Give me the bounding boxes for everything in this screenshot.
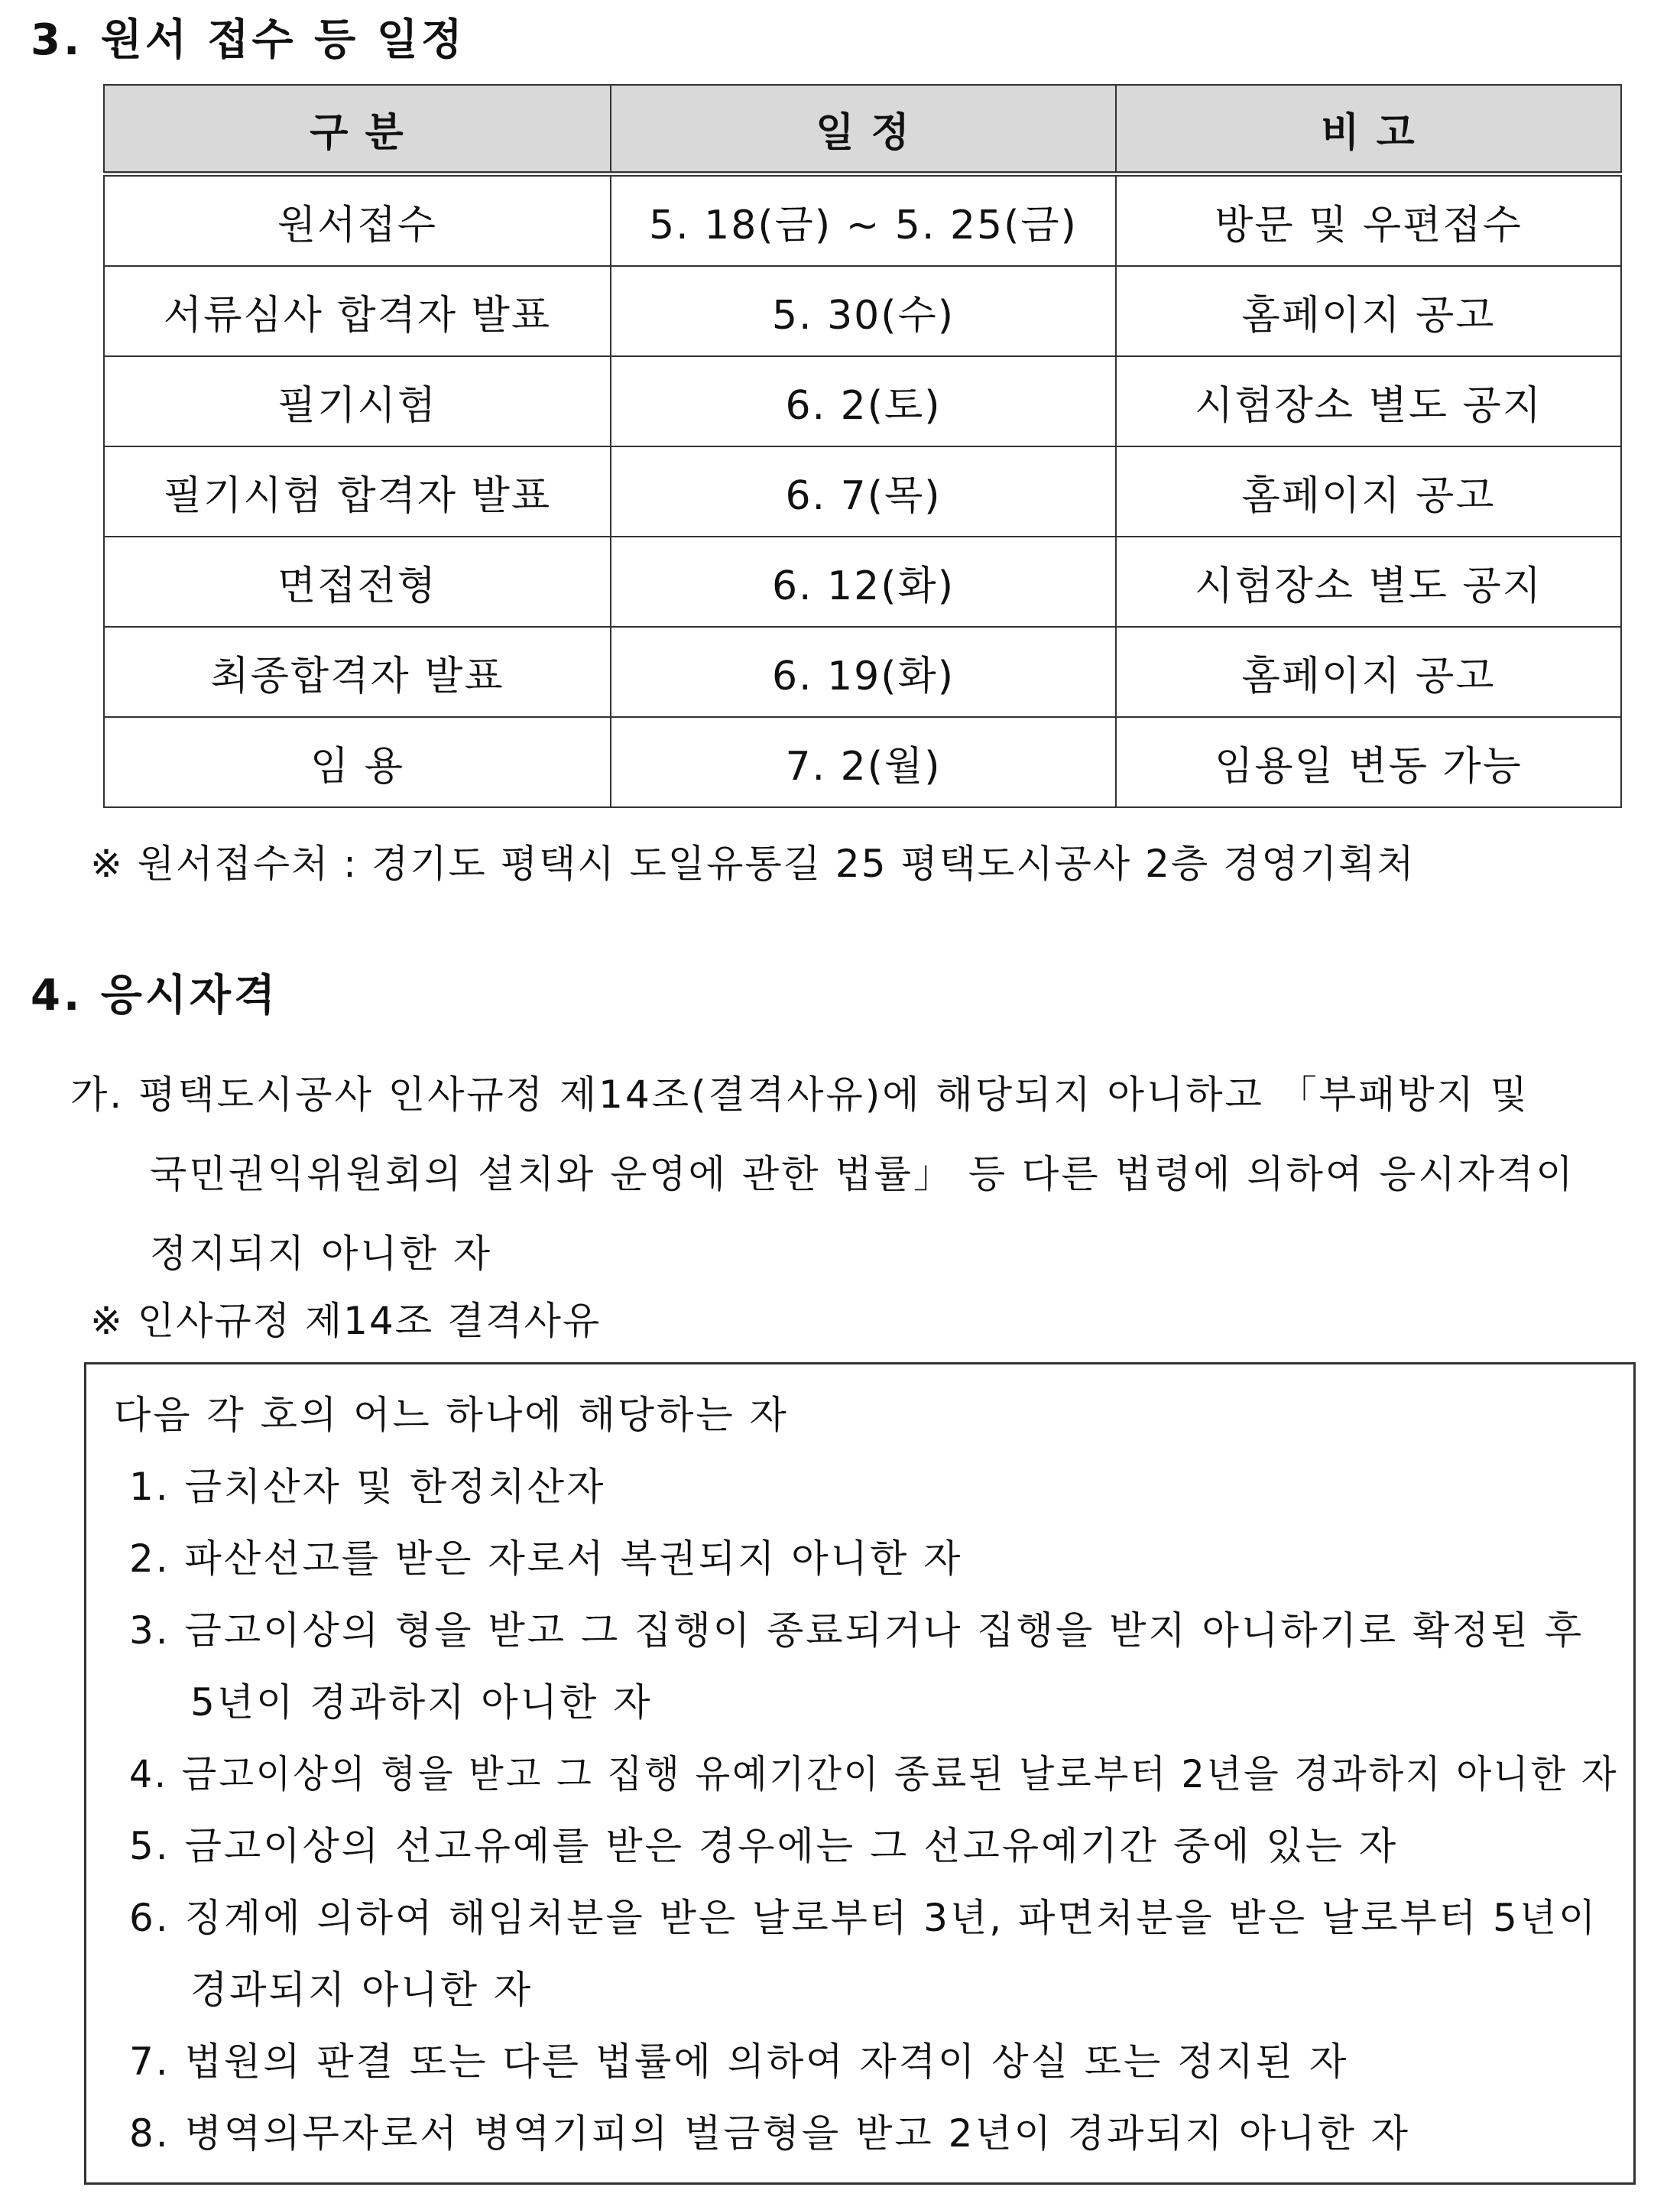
table-cell-schedule: 6. 12(화) [611,537,1116,627]
table-cell-category: 서류심사 합격자 발표 [104,266,611,356]
table-cell-remarks: 시험장소 별도 공지 [1116,537,1621,627]
table-cell-category: 최종합격자 발표 [104,627,611,717]
eligibility-paragraph-line: 가. 평택도시공사 인사규정 제14조(결격사유)에 해당되지 아니하고 「부패방지 및 [70,1072,1530,1117]
table-cell-category: 면접전형 [104,537,611,627]
table-cell-schedule: 6. 2(토) [611,356,1116,446]
list-item-continuation: 경과되지 아니한 자 [190,1968,534,2012]
header-schedule: 일 정 [611,85,1116,174]
table-row [104,627,1621,717]
list-item: 8. 병역의무자로서 병역기피의 벌금형을 받고 2년이 경과되지 아니한 자 [129,2111,1411,2156]
list-item: 2. 파산선고를 받은 자로서 복권되지 아니한 자 [129,1536,963,1581]
table-cell-remarks: 홈페이지 공고 [1116,446,1621,537]
table-cell-schedule: 6. 7(목) [611,446,1116,537]
table-cell-schedule: 5. 18(금) ~ 5. 25(금) [611,174,1116,267]
list-item: 3. 금고이상의 형을 받고 그 집행이 종료되거나 집행을 받지 아니하기로 확정된 후 [129,1608,1584,1653]
eligibility-paragraph-line: 국민권익위원회의 설치와 운영에 관한 법률」 등 다른 법령에 의하여 응시자격이 [150,1152,1575,1196]
header-remarks: 비 고 [1116,85,1621,174]
disqualification-box [84,1362,1636,2185]
table-cell-schedule: 5. 30(수) [611,266,1116,356]
table-header-row [104,85,1621,174]
table-cell-remarks: 임용일 변동 가능 [1116,717,1621,807]
table-row [104,446,1621,537]
box-intro-line: 다음 각 호의 어느 하나에 해당하는 자 [114,1393,789,1437]
table-cell-category: 원서접수 [104,174,611,267]
table-cell-category: 필기시험 합격자 발표 [104,446,611,537]
table-row [104,537,1621,627]
section-4-title: 4. 응시자격 [31,971,279,1021]
list-item-continuation: 5년이 경과하지 아니한 자 [190,1680,653,1725]
list-item: 1. 금치산자 및 한정치산자 [129,1465,606,1509]
list-item: 4. 금고이상의 형을 받고 그 집행 유예기간이 종료된 날로부터 2년을 경과하지 아니한 자 [129,1752,1619,1796]
list-item: 5. 금고이상의 선고유예를 받은 경우에는 그 선고유예기간 중에 있는 자 [129,1824,1399,1868]
table-cell-remarks: 홈페이지 공고 [1116,627,1621,717]
table-cell-schedule: 7. 2(월) [611,717,1116,807]
table-cell-schedule: 6. 19(화) [611,627,1116,717]
table-row [104,356,1621,446]
list-item: 6. 징계에 의하여 해임처분을 받은 날로부터 3년, 파면처분을 받은 날로부터 5년이 [129,1896,1598,1940]
eligibility-paragraph-line: 정지되지 아니한 자 [150,1231,493,1276]
section-3-title: 3. 원서 접수 등 일정 [31,15,465,65]
table-row [104,174,1621,267]
table-row [104,717,1621,807]
table-cell-category: 필기시험 [104,356,611,446]
table-cell-remarks: 홈페이지 공고 [1116,266,1621,356]
header-category: 구 분 [104,85,611,174]
schedule-table [103,84,1622,808]
table-row [104,266,1621,356]
list-item: 7. 법원의 판결 또는 다른 법률에 의하여 자격이 상실 또는 정지된 자 [129,2039,1349,2084]
table-cell-category: 임 용 [104,717,611,807]
table-cell-remarks: 방문 및 우편접수 [1116,174,1621,267]
table-cell-remarks: 시험장소 별도 공지 [1116,356,1621,446]
disqualification-rule-note: ※ 인사규정 제14조 결격사유 [90,1299,602,1343]
application-venue-note: ※ 원서접수처 : 경기도 평택시 도일유통길 25 평택도시공사 2층 경영기획처 [90,842,1416,886]
